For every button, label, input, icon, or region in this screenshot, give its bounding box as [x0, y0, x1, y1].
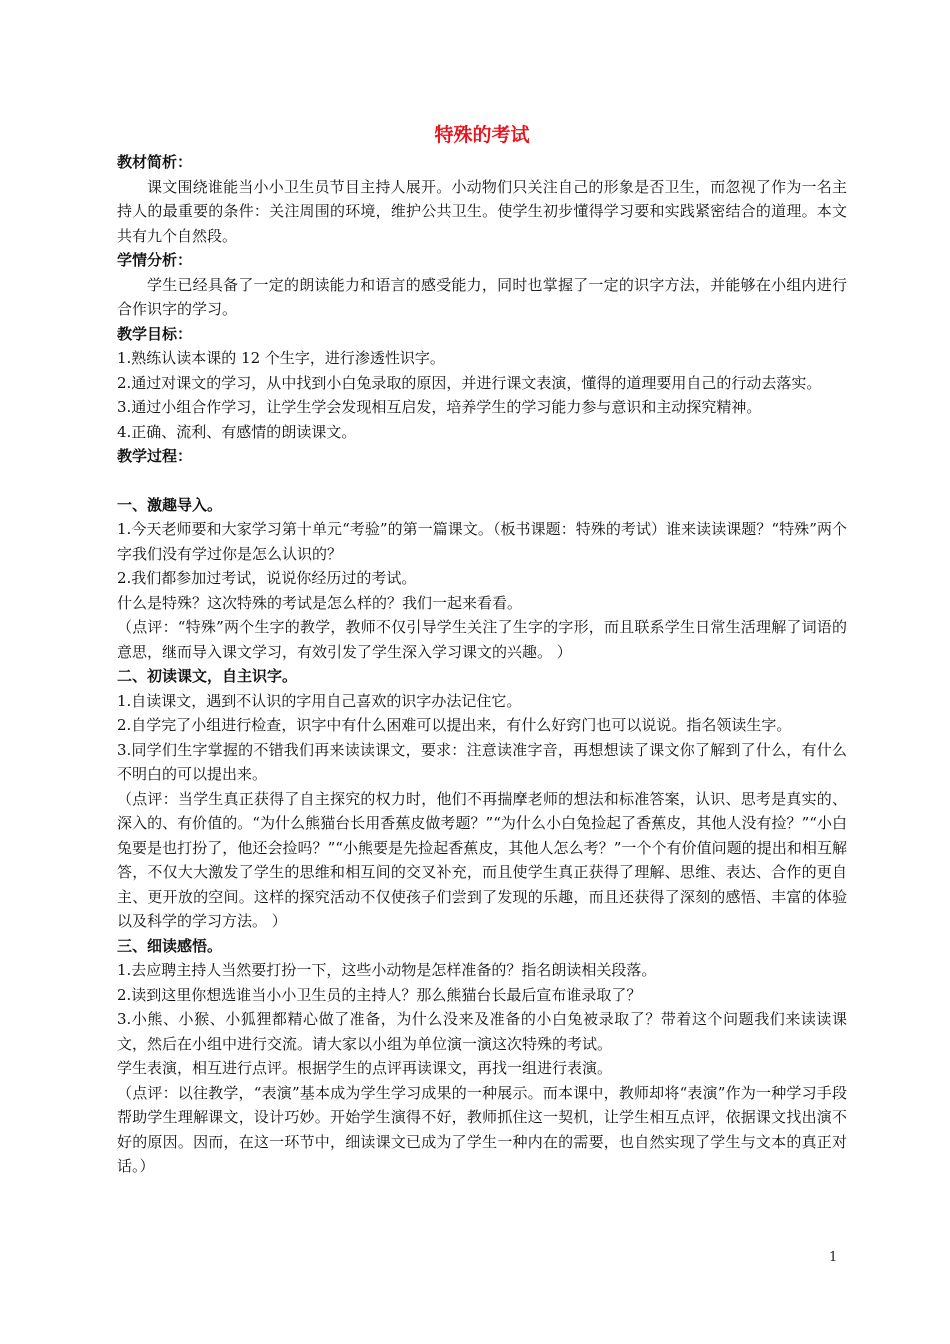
part3-heading: 三、细读感悟。: [117, 936, 223, 955]
part3-comment: （点评：以往教学，“表演”基本成为学生学习成果的一种展示。而本课中，教师却将“表演”作为一种学习手段帮助学生理解课文，设计巧妙。开始学生演得不好，教师抓住这一契机，让学生相互点评，依据课文找出演不好的原因。因而，在这一环节中，细读课文已成为了学生一种内在的需要，也自然实现了学生与文本的真正对话。）: [117, 1083, 847, 1175]
part1-line: 2.我们都参加过考试，说说你经历过的考试。: [117, 569, 417, 587]
part3-line: 3.小熊、小猴、小狐狸都精心做了准备，为什么没来及准备的小白兔被录取了？带着这个问题我们来读读课文，然后在小组中进行交流。请大家以小组为单位演一演这次特殊的考试。: [117, 1010, 847, 1053]
part2-line: 3.同学们生字掌握的不错我们再来读读课文，要求：注意读准字音，再想想读了课文你了解到了什么，有什么不明白的可以提出来。: [117, 740, 847, 783]
part1-line: 1.今天老师要和大家学习第十单元“考验”的第一篇课文。（板书课题：特殊的考试）谁来读读课题？“特殊”两个字我们没有学过你是怎么认识的？: [117, 520, 847, 563]
section-heading-students: 学情分析：: [117, 251, 193, 269]
part3-line: 1.去应聘主持人当然要打扮一下，这些小动物是怎样准备的？指名朗读相关段落。: [117, 961, 657, 979]
part2-line: 1.自读课文，遇到不认识的字用自己喜欢的识字办法记住它。: [117, 691, 522, 710]
students-paragraph: 学生已经具备了一定的朗读能力和语言的感受能力，同时也掌握了一定的识字方法，并能够在小组内进行合作识字的学习。: [117, 275, 847, 318]
document-body: [117, 122, 847, 1179]
section-heading-process: 教学过程：: [117, 447, 193, 465]
goal-item: 3.通过小组合作学习，让学生学会发现相互启发，培养学生的学习能力参与意识和主动探究精神。: [117, 398, 762, 416]
goal-item: 1.熟练认读本课的 12 个生字，进行渗透性识字。: [117, 349, 445, 367]
part3-line: 学生表演，相互进行点评。根据学生的点评再读课文，再找一组进行表演。: [117, 1059, 613, 1077]
blank-line: [117, 469, 847, 493]
section-heading-goals: 教学目标：: [117, 324, 193, 343]
part2-line: 2.自学完了小组进行检查，识字中有什么困难可以提出来，有什么好窍门也可以说说。指名领读生字。: [117, 716, 792, 734]
part3-line: 2.读到这里你想选谁当小小卫生员的主持人？那么熊猫台长最后宣布谁录取了？: [117, 985, 642, 1004]
part1-comment: （点评：“特殊”两个生字的教学，教师不仅引导学生关注了生字的字形，而且联系学生日常生活理解了词语的意思，继而导入课文学习，有效引发了学生深入学习课文的兴趣。 ）: [117, 618, 847, 661]
part2-heading: 二、初读课文，自主识字。: [117, 667, 298, 685]
goal-item: 2.通过对课文的学习，从中找到小白兔录取的原因，并进行课文表演，懂得的道理要用自己的行动去落实。: [117, 373, 822, 392]
part1-line: 什么是特殊？这次特殊的考试是怎么样的？我们一起来看看。: [117, 593, 523, 612]
document-title: 特殊的考试: [434, 124, 530, 146]
section-heading-material: 教材简析：: [117, 153, 193, 171]
part2-comment: （点评：当学生真正获得了自主探究的权力时，他们不再揣摩老师的想法和标准答案，认识、思考是真实的、深入的、有价值的。“为什么熊猫台长用香蕉皮做考题？”“为什么小白兔捡起了香蕉皮，其他人没有捡？”“小白兔要是也打扮了，他还会捡吗？”“小熊要是先捡起香蕉皮，其他人怎么考？”一个个有价值问题的提出和相互解答，不仅大大激发了学生的思维和相互间的交叉补充，而且使学生真正获得了理解、思维、表达、合作的更自主、更开放的空间。这样的探究活动不仅使孩子们尝到了发现的乐趣，而且还获得了深刻的感悟、丰富的体验以及科学的学习方法。 ）: [117, 789, 847, 930]
goal-item: 4.正确、流利、有感情的朗读课文。: [117, 422, 357, 441]
part1-heading: 一、激趣导入。: [117, 495, 223, 514]
material-paragraph: 课文围绕谁能当小小卫生员节目主持人展开。小动物们只关注自己的形象是否卫生，而忽视了作为一名主持人的最重要的条件：关注周围的环境，维护公共卫生。使学生初步懂得学习要和实践紧密结合的道理。本文共有九个自然段。: [117, 177, 847, 245]
page-number: 1: [829, 1250, 838, 1265]
